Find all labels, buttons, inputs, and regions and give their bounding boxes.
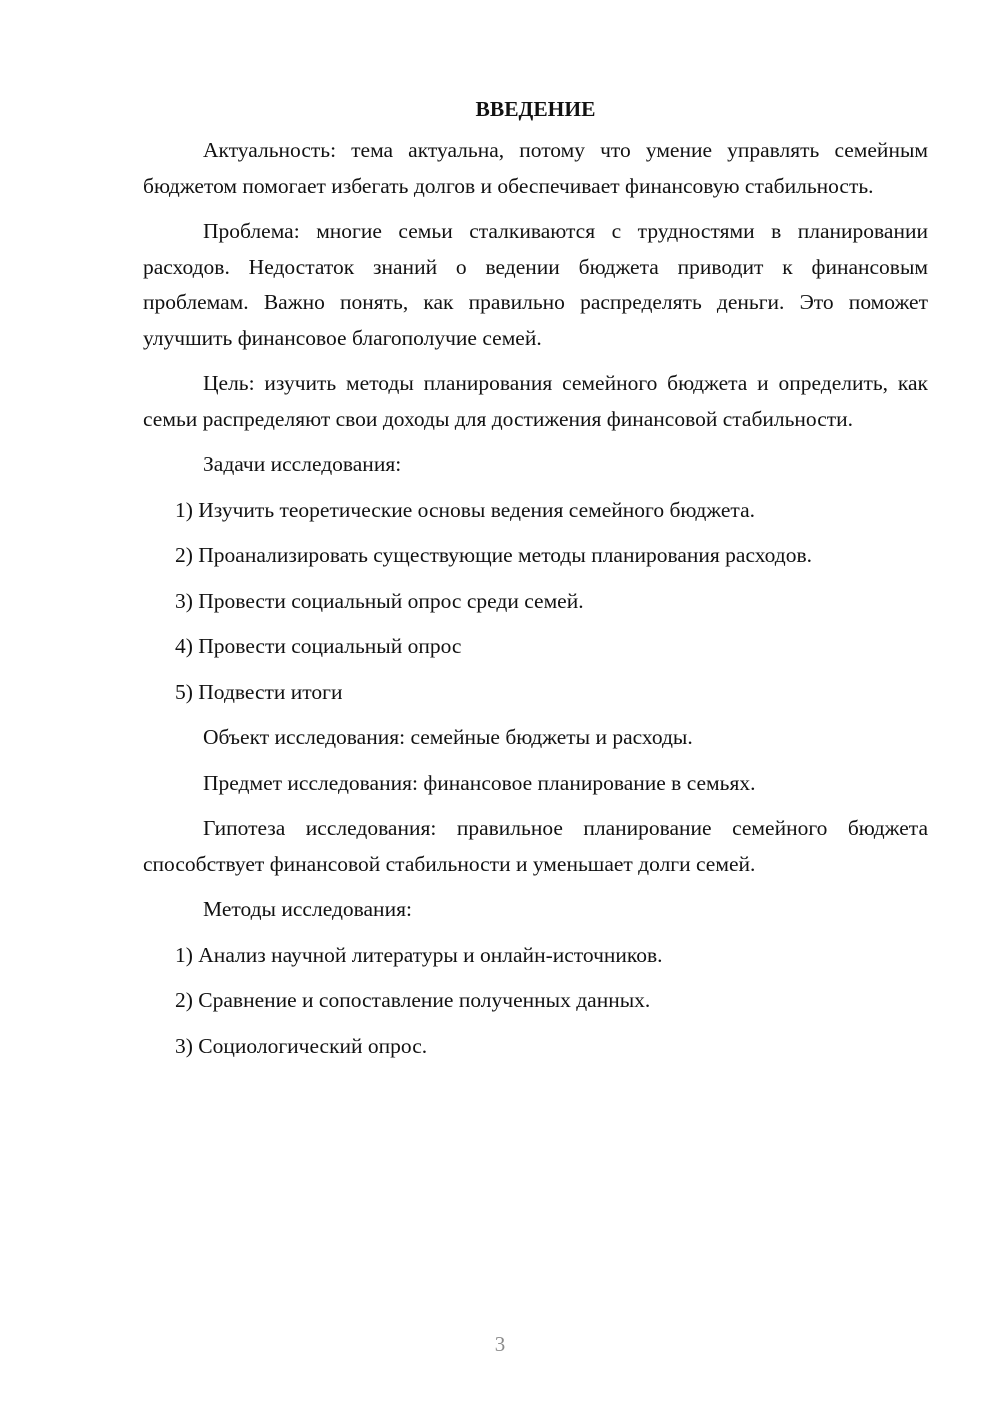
tasks-heading: Задачи исследования: [203, 452, 402, 476]
problem-paragraph: Проблема: многие семьи сталкиваются с трудностями в планировании расходов. Недостаток знаний о ведении бюджета приводит к финансовым проблемам. Важно понять, как правильно распределять деньги. Это поможет улучшить финансовое благополучие семей. [143, 219, 928, 350]
document-page [143, 92, 928, 1074]
subject-paragraph: Предмет исследования: финансовое планирование в семьях. [203, 770, 756, 795]
tasks-list [143, 493, 928, 711]
page-number: 3 [494, 1332, 506, 1356]
list-item: 2) Проанализировать существующие методы планирования расходов. [175, 543, 813, 567]
object-paragraph: Объект исследования: семейные бюджеты и расходы. [203, 725, 693, 749]
list-item: 1) Изучить теоретические основы ведения семейного бюджета. [175, 497, 755, 522]
relevance-paragraph: Актуальность: тема актуальна, потому что умение управлять семейным бюджетом помогает избегать долгов и обеспечивает финансовую стабильность. [143, 138, 928, 198]
hypothesis-paragraph: Гипотеза исследования: правильное планирование семейного бюджета способствует финансовой стабильности и уменьшает долги семей. [143, 816, 928, 876]
list-item: 4) Провести социальный опрос [175, 634, 462, 658]
goal-paragraph: Цель: изучить методы планирования семейного бюджета и определить, как семьи распределяют свои доходы для достижения финансовой стабильности. [143, 371, 928, 431]
methods-list [143, 938, 928, 1065]
section-title: ВВЕДЕНИЕ [475, 97, 596, 121]
list-item: 3) Социологический опрос. [175, 1033, 428, 1058]
list-item: 2) Сравнение и сопоставление полученных данных. [175, 988, 651, 1012]
list-item: 5) Подвести итоги [175, 679, 343, 704]
list-item: 3) Провести социальный опрос среди семей. [175, 588, 584, 613]
list-item: 1) Анализ научной литературы и онлайн-источников. [175, 942, 663, 967]
methods-heading: Методы исследования: [203, 897, 412, 921]
